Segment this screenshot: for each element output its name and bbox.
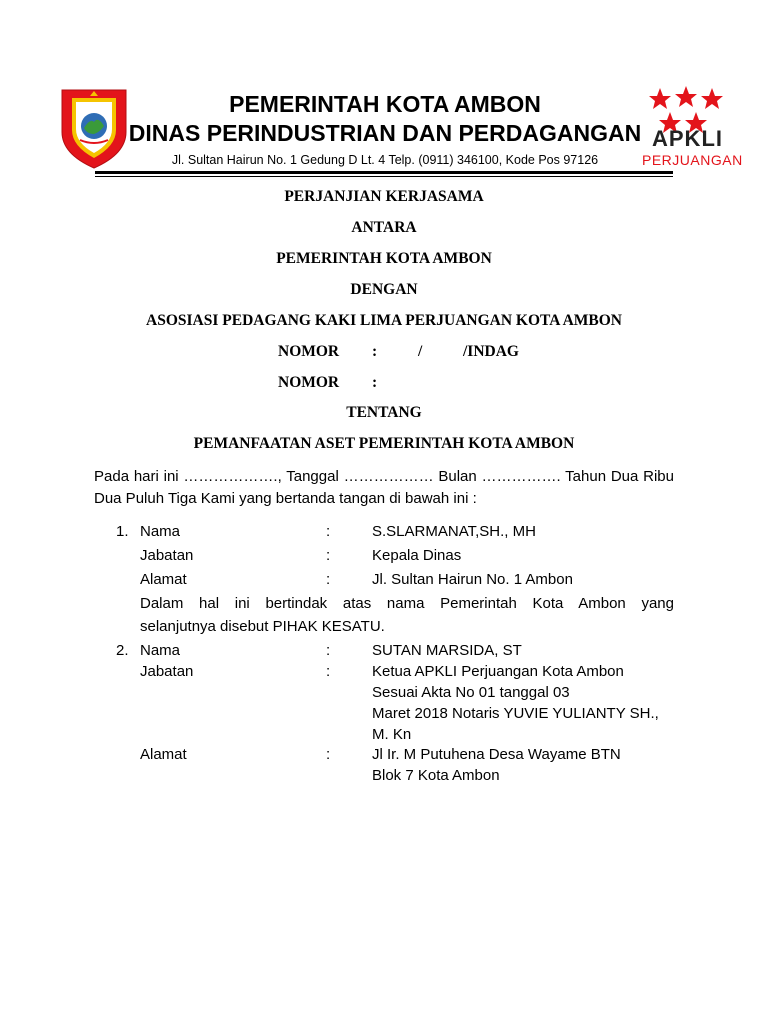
party1-nama-colon: : <box>326 523 331 540</box>
letterhead-address: Jl. Sultan Hairun No. 1 Gedung D Lt. 4 Telp. (0911) 346100, Kode Pos 97126 <box>171 153 599 167</box>
party2-alamat-label: Alamat <box>140 746 187 763</box>
intro-paragraph <box>94 466 674 510</box>
intro-line2: Dua Puluh Tiga Kami yang bertanda tangan di bawah ini : <box>94 490 477 507</box>
nomor2-label: NOMOR <box>278 374 340 391</box>
party2-nama-label: Nama <box>140 642 181 659</box>
party2-alamat-value <box>372 744 672 786</box>
letterhead-subtitle: DINAS PERINDUSTRIAN DAN PERDAGANGAN <box>128 120 642 146</box>
party2-alamat-colon: : <box>326 746 331 763</box>
party1-jabatan-label: Jabatan <box>140 547 194 564</box>
party1-jabatan-colon: : <box>326 547 331 564</box>
party1-jabatan-value: Kepala Dinas <box>372 547 462 564</box>
doc-title-party1: PEMERINTAH KOTA AMBON <box>276 250 492 267</box>
party2-number: 2. <box>116 642 129 659</box>
party1-note-line1: Dalam hal ini bertindak atas nama Pemerintah Kota Ambon yang <box>140 595 674 612</box>
party2-nama-colon: : <box>326 642 331 659</box>
letterhead-rule-thick <box>95 171 673 174</box>
nomor2-colon: : <box>372 374 378 391</box>
party1-alamat-colon: : <box>326 571 331 588</box>
nomor1-colon: : <box>372 343 378 360</box>
party2-jabatan-line: Ketua APKLI Perjuangan Kota Ambon <box>372 663 624 680</box>
doc-title-antara: ANTARA <box>351 219 417 236</box>
party1-note <box>140 592 674 638</box>
nomor1-label: NOMOR <box>278 343 340 360</box>
apkli-logo-subtext: PERJUANGAN <box>642 152 743 168</box>
party2-jabatan-line: M. Kn <box>372 726 412 743</box>
nomor1-suffix: /INDAG <box>463 343 519 360</box>
party2-jabatan-label: Jabatan <box>140 663 194 680</box>
nomor1-slash: / <box>418 343 423 360</box>
letterhead-rule-thin <box>95 176 673 177</box>
party1-nama-value: S.SLARMANAT,SH., MH <box>372 523 536 540</box>
party2-nama-value: SUTAN MARSIDA, ST <box>372 642 522 659</box>
doc-title-dengan: DENGAN <box>350 281 418 298</box>
letterhead-title: PEMERINTAH KOTA AMBON <box>229 91 541 117</box>
party2-jabatan-colon: : <box>326 663 331 680</box>
apkli-logo-text: APKLI <box>652 126 723 151</box>
party2-alamat-line: Jl Ir. M Putuhena Desa Wayame BTN <box>372 746 621 763</box>
party2-jabatan-line: Sesuai Akta No 01 tanggal 03 <box>372 684 570 701</box>
party1-note-line2: selanjutnya disebut PIHAK KESATU. <box>140 618 385 635</box>
party2-jabatan-line: Maret 2018 Notaris YUVIE YULIANTY SH., <box>372 705 659 722</box>
intro-line1: Pada hari ini ………………., Tanggal ……………… Bulan ……………. Tahun Dua Ribu <box>94 468 674 485</box>
party2-alamat-line: Blok 7 Kota Ambon <box>372 767 500 784</box>
party1-number: 1. <box>116 523 129 540</box>
party2-jabatan-value <box>372 661 672 745</box>
party1-alamat-label: Alamat <box>140 571 187 588</box>
doc-title-party2: ASOSIASI PEDAGANG KAKI LIMA PERJUANGAN KOTA AMBON <box>146 312 622 329</box>
party1-nama-label: Nama <box>140 523 181 540</box>
doc-title: PERJANJIAN KERJASAMA <box>284 188 484 205</box>
doc-title-tentang: TENTANG <box>346 404 422 421</box>
doc-subject: PEMANFAATAN ASET PEMERINTAH KOTA AMBON <box>193 435 575 452</box>
party1-alamat-value: Jl. Sultan Hairun No. 1 Ambon <box>372 571 573 588</box>
